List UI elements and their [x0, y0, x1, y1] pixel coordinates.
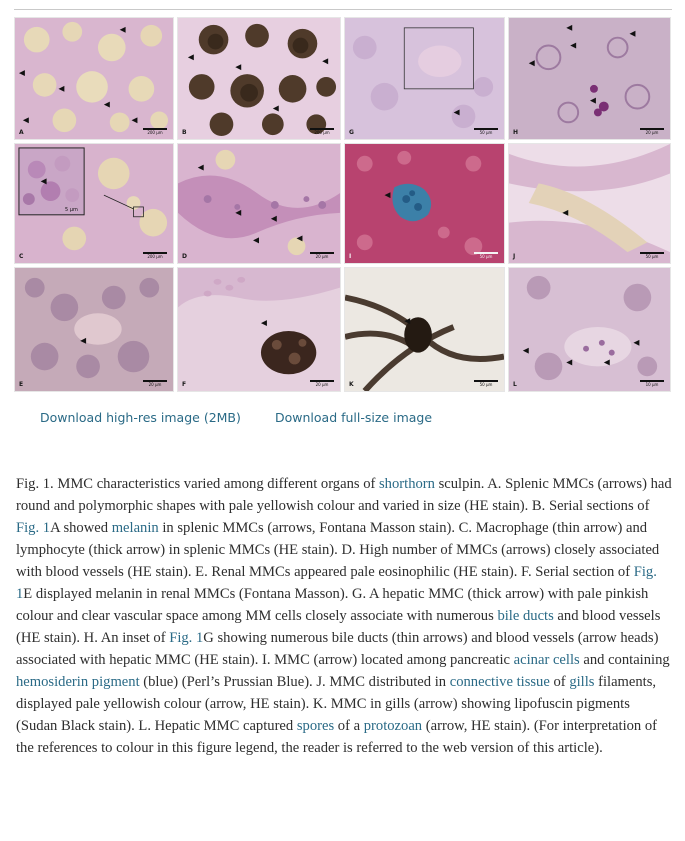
panel-d-micrograph: [178, 144, 340, 263]
panel-i: [344, 143, 505, 264]
panel-h-scalebar: [640, 128, 664, 135]
panel-k: [344, 267, 505, 392]
panel-b-micrograph: [178, 18, 340, 139]
caption-text: and blood vessels (HE stain). H. An inset of: [16, 608, 661, 646]
caption-text: A showed: [50, 520, 112, 536]
panel-k-letter: K: [349, 381, 354, 388]
panel-h-letter: H: [513, 129, 519, 136]
figure-left-block: [14, 17, 341, 392]
panel-a-scalebar: [143, 128, 167, 135]
panel-f-scalebar: [310, 380, 334, 387]
panel-f: [177, 267, 341, 392]
caption-text: in splenic MMCs (arrows, Fontana Masson stain). C. Macrophage (thin arrow) and lymphocyte (thick arrow) in splenic MMCs (HE stain). D. High number of MMCs (arrows) closely associated with blood vessels (HE stain). E. Renal MMCs appeared pale eosinophilic (HE stain). F. Serial section of: [16, 520, 660, 580]
caption-text: of: [549, 674, 570, 690]
panel-l-micrograph: [509, 268, 670, 391]
caption-link-melanin[interactable]: melanin: [111, 520, 159, 536]
download-high-res-link[interactable]: Download high-res image (2MB): [40, 410, 241, 425]
panel-d-scale-label: 20 µm: [315, 254, 329, 259]
caption-text: G showing numerous bile ducts (thin arrows) and blood vessels (arrow heads) associated with hepatic MMC (HE stain). I. MMC (arrow) located among pancreatic: [16, 630, 659, 668]
panel-b-scale-label: 200 µm: [314, 130, 330, 135]
caption-text: of a: [334, 718, 364, 734]
panel-g-scale-label: 50 µm: [479, 130, 493, 135]
panel-j: [508, 143, 671, 264]
panel-i-scale-label: 50 µm: [479, 254, 493, 259]
figure-right-block: [344, 17, 671, 392]
panel-c-micrograph: [15, 144, 173, 263]
panel-a-scale-label: 200 µm: [147, 130, 163, 135]
caption-link-fig1[interactable]: Fig. 1: [16, 520, 51, 536]
panel-i-letter: I: [349, 253, 352, 260]
caption-text: sculpin. A. Splenic MMCs (arrows) had round and polymorphic shapes with pale yellowish colour and varied in size (HE stain). B. Serial sections of: [16, 476, 672, 514]
panel-d-scalebar: [310, 252, 334, 259]
panel-f-micrograph: [178, 268, 340, 391]
panel-b: [177, 17, 341, 140]
panel-g-letter: G: [349, 129, 354, 136]
caption-text: and containing: [579, 652, 670, 668]
caption-link-connective-tissue[interactable]: connective tissue: [449, 674, 550, 690]
caption-text: Fig. 1. MMC characteristics varied among different organs of: [16, 476, 379, 492]
panel-c: [14, 143, 174, 264]
panel-l-letter: L: [513, 381, 517, 388]
download-full-size-link[interactable]: Download full-size image: [275, 410, 433, 425]
panel-k-scalebar: [474, 380, 498, 387]
panel-k-micrograph: [345, 268, 504, 391]
panel-l: [508, 267, 671, 392]
caption-link-acinar-cells[interactable]: acinar cells: [513, 652, 580, 668]
panel-c-inset-scale: 5 µm: [65, 207, 78, 213]
panel-j-letter: J: [513, 253, 516, 260]
panel-l-scalebar: [640, 380, 664, 387]
panel-i-micrograph: [345, 144, 504, 263]
caption-link-gills[interactable]: gills: [569, 674, 595, 690]
caption-link-shorthorn[interactable]: shorthorn: [379, 476, 435, 492]
caption-link-fig1[interactable]: Fig. 1: [169, 630, 204, 646]
panel-d: [177, 143, 341, 264]
panel-c-scalebar: [143, 252, 167, 259]
panel-e: [14, 267, 174, 392]
caption-link-bile-ducts[interactable]: bile ducts: [497, 608, 554, 624]
panel-k-scale-label: 50 µm: [479, 382, 493, 387]
panel-l-scale-label: 10 µm: [645, 382, 659, 387]
caption-link-hemosiderin-pigment[interactable]: hemosiderin pigment: [16, 674, 140, 690]
panel-c-scale-label: 200 µm: [147, 254, 163, 259]
figure-caption: [16, 473, 672, 759]
panel-h: [508, 17, 671, 140]
panel-g-micrograph: [345, 18, 504, 139]
panel-g: [344, 17, 505, 140]
panel-a-letter: A: [19, 129, 24, 136]
panel-g-scalebar: [474, 128, 498, 135]
caption-text: E displayed melanin in renal MMCs (Fontana Masson). G. A hepatic MMC (thick arrow) with pale pinkish colour and clear vascular space among MM cells closely associate with numerous: [16, 586, 649, 624]
caption-link-protozoan[interactable]: protozoan: [363, 718, 423, 734]
panel-e-letter: E: [19, 381, 24, 388]
panel-d-letter: D: [182, 253, 187, 260]
caption-link-spores[interactable]: spores: [296, 718, 335, 734]
panel-e-micrograph: [15, 268, 173, 391]
panel-j-micrograph: [509, 144, 670, 263]
panel-a: [14, 17, 174, 140]
caption-text: filaments, displayed pale yellowish colour (arrow, HE stain). K. MMC in gills (arrow) showing lipofuscin pigments (Sudan Black stain). L. Hepatic MMC captured: [16, 674, 657, 734]
top-divider: [14, 9, 672, 10]
panel-i-scalebar: [474, 252, 498, 259]
panel-h-micrograph: [509, 18, 670, 139]
panel-b-letter: B: [182, 129, 187, 136]
caption-text: (blue) (Perl’s Prussian Blue). J. MMC distributed in: [139, 674, 450, 690]
caption-link-fig1[interactable]: Fig. 1: [16, 564, 657, 602]
panel-j-scalebar: [640, 252, 664, 259]
panel-c-letter: C: [19, 253, 24, 260]
panel-f-scale-label: 20 µm: [315, 382, 329, 387]
panel-e-scale-label: 20 µm: [148, 382, 162, 387]
figure-1: [14, 17, 671, 392]
caption-text: (arrow, HE stain). (For interpretation of the references to colour in this figure legend, the reader is referred to the web version of this article).: [16, 718, 658, 756]
panel-f-letter: F: [182, 381, 187, 388]
panel-a-micrograph: [15, 18, 173, 139]
panel-e-scalebar: [143, 380, 167, 387]
panel-h-scale-label: 20 µm: [645, 130, 659, 135]
panel-b-scalebar: [310, 128, 334, 135]
panel-j-scale-label: 50 µm: [645, 254, 659, 259]
